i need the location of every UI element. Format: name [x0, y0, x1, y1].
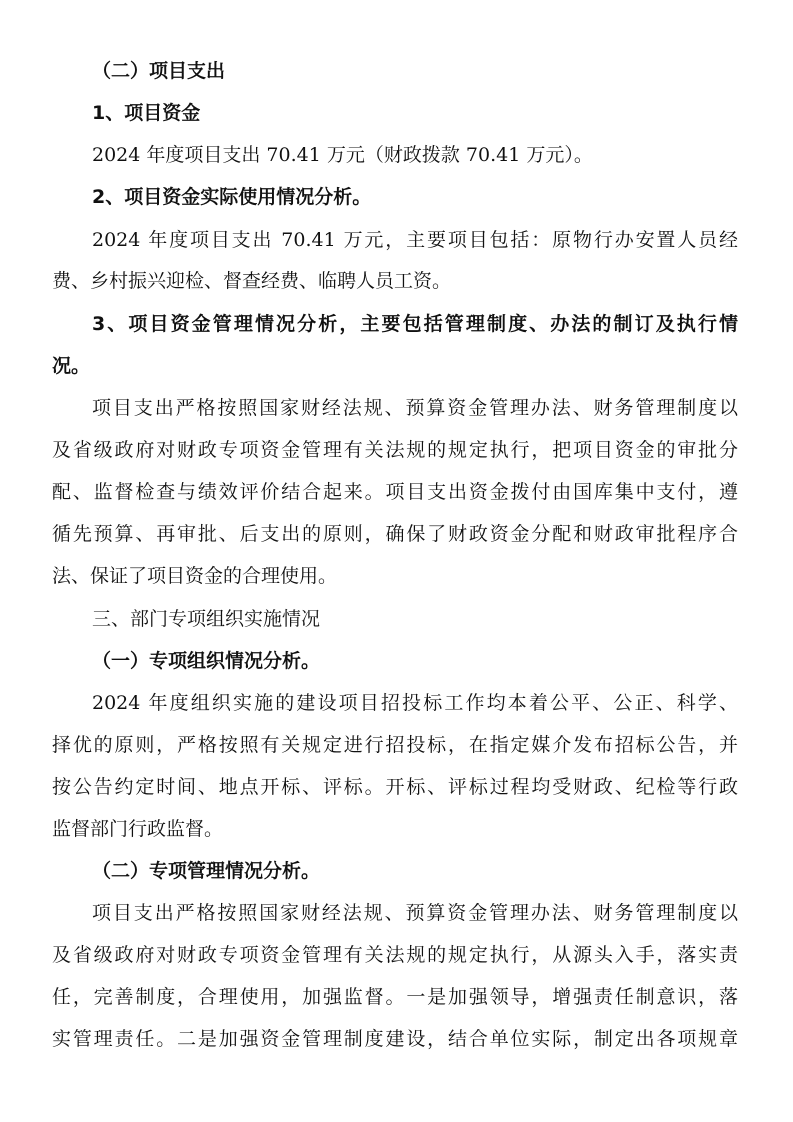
paragraph-line: 法、保证了项目资金的合理使用。 [52, 565, 338, 587]
heading-section-three: 三、部门专项组织实施情况 [92, 608, 321, 630]
paragraph-line: 2024 年度组织实施的建设项目招投标工作均本着公平、公正、科学、 [92, 692, 738, 714]
paragraph-line: 按公告约定时间、地点开标、评标。开标、评标过程均受财政、纪检等行政 [52, 776, 738, 798]
heading-project-funds: 1、项目资金 [92, 102, 201, 124]
paragraph-line: 2024 年度项目支出 70.41 万元（财政拨款 70.41 万元）。 [92, 144, 593, 166]
heading-project-expenditure: （二）项目支出 [92, 60, 226, 82]
heading-funds-usage-analysis: 2、项目资金实际使用情况分析。 [92, 186, 372, 208]
paragraph-line: 任，完善制度，合理使用，加强监督。一是加强领导，增强责任制意识，落 [52, 986, 738, 1008]
paragraph-line: 2024 年度项目支出 70.41 万元，主要项目包括：原物行办安置人员经 [92, 229, 738, 251]
paragraph-line: 监督部门行政监督。 [52, 818, 224, 840]
paragraph-line: 项目支出严格按照国家财经法规、预算资金管理办法、财务管理制度以 [92, 397, 738, 419]
paragraph-line: 费、乡村振兴迎检、督查经费、临聘人员工资。 [52, 270, 452, 292]
heading-continuation: 况。 [52, 355, 91, 377]
paragraph-line: 实管理责任。二是加强资金管理制度建设，结合单位实际，制定出各项规章 [52, 1028, 738, 1050]
heading-funds-management-analysis: 3、项目资金管理情况分析，主要包括管理制度、办法的制订及执行情 [92, 313, 738, 335]
paragraph-line: 配、监督检查与绩效评价结合起来。项目支出资金拨付由国库集中支付，遵 [52, 481, 738, 503]
paragraph-line: 项目支出严格按照国家财经法规、预算资金管理办法、财务管理制度以 [92, 902, 738, 924]
heading-special-management-analysis: （二）专项管理情况分析。 [92, 860, 321, 882]
paragraph-line: 循先预算、再审批、后支出的原则，确保了财政资金分配和财政审批程序合 [52, 523, 738, 545]
paragraph-line: 及省级政府对财政专项资金管理有关法规的规定执行，从源头入手，落实责 [52, 944, 738, 966]
paragraph-line: 及省级政府对财政专项资金管理有关法规的规定执行，把项目资金的审批分 [52, 439, 738, 461]
heading-special-organization-analysis: （一）专项组织情况分析。 [92, 650, 321, 672]
paragraph-line: 择优的原则，严格按照有关规定进行招投标，在指定媒介发布招标公告，并 [52, 734, 738, 756]
